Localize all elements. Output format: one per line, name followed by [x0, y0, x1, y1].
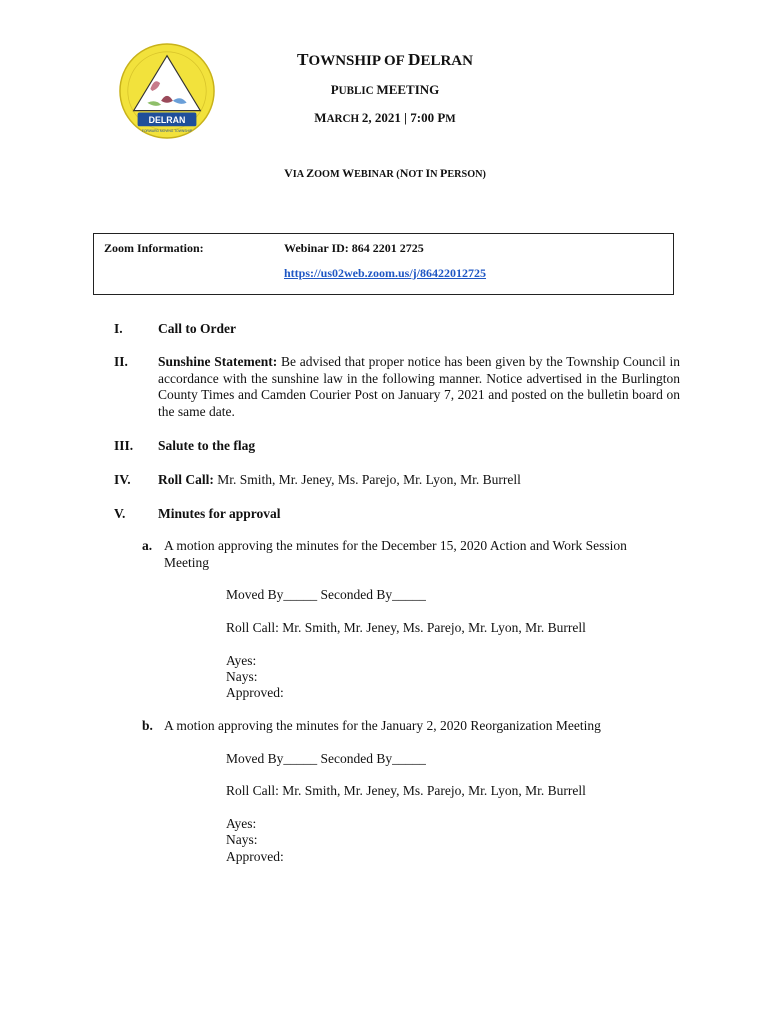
motion-b-label: b.: [142, 718, 153, 733]
agenda-number-iii: III.: [114, 438, 134, 453]
motion-a-text: A motion approving the minutes for the December 15, 2020 Action and Work Session Meeting: [164, 538, 627, 570]
webinar-id: Webinar ID: 864 2201 2725: [284, 241, 424, 255]
motion-a-moved-seconded: Moved By_____ Seconded By_____: [226, 587, 426, 602]
zoom-info-box: [93, 233, 674, 295]
sunshine-text: Be advised that proper notice has been given by the Township Council in accordance with the sunshine law in the following manner. Notice advertised in the Burlington County Times and Camden Courier Post on January 7, 2021 and posted on the bulletin board on the same date.: [158, 354, 680, 419]
agenda-item-salute-flag: Salute to the flag: [158, 438, 256, 453]
agenda-number-v: V.: [114, 506, 126, 521]
agenda-item-sunshine-statement: [158, 354, 680, 420]
agenda-number-i: I.: [114, 321, 123, 336]
zoom-webinar-link[interactable]: https://us02web.zoom.us/j/86422012725: [284, 266, 487, 280]
meeting-date: MARCH 2, 2021 | 7:00 PM: [314, 110, 456, 125]
motion-b-text: A motion approving the minutes for the January 2, 2020 Reorganization Meeting: [164, 718, 601, 733]
zoom-info-label: Zoom Information:: [104, 241, 204, 255]
agenda-item-roll-call: [158, 472, 680, 489]
seal-tagline: FORWARD MOVING TOWNSHIP: [141, 129, 193, 134]
motion-b-approved: Approved:: [226, 849, 284, 864]
agenda-number-iv: IV.: [114, 472, 131, 487]
roll-call-text: Mr. Smith, Mr. Jeney, Ms. Parejo, Mr. Lyon, Mr. Burrell: [213, 472, 521, 487]
motion-b-roll-call: Roll Call: Mr. Smith, Mr. Jeney, Ms. Parejo, Mr. Lyon, Mr. Burrell: [226, 783, 586, 798]
agenda-item-minutes-approval: Minutes for approval: [158, 506, 281, 521]
agenda-item-call-to-order: Call to Order: [158, 321, 236, 336]
roll-call-title: Roll Call:: [158, 472, 214, 487]
meeting-type: PUBLIC MEETING: [330, 82, 440, 97]
motion-a-label: a.: [142, 538, 153, 553]
agenda-number-ii: II.: [114, 354, 128, 369]
meeting-venue: VIA ZOOM WEBINAR (NOT IN PERSON): [284, 166, 486, 180]
sunshine-title: Sunshine Statement:: [158, 354, 278, 369]
motion-a-nays: Nays:: [226, 669, 258, 684]
motion-a-ayes: Ayes:: [226, 653, 257, 668]
page-title: TOWNSHIP OF DELRAN: [297, 50, 473, 69]
motion-b-ayes: Ayes:: [226, 816, 257, 831]
motion-a-roll-call: Roll Call: Mr. Smith, Mr. Jeney, Ms. Parejo, Mr. Lyon, Mr. Burrell: [226, 620, 586, 635]
motion-a-approved: Approved:: [226, 685, 284, 700]
motion-b-nays: Nays:: [226, 832, 258, 847]
motion-b-moved-seconded: Moved By_____ Seconded By_____: [226, 751, 426, 766]
seal-lettering: DELRAN: [148, 114, 186, 125]
